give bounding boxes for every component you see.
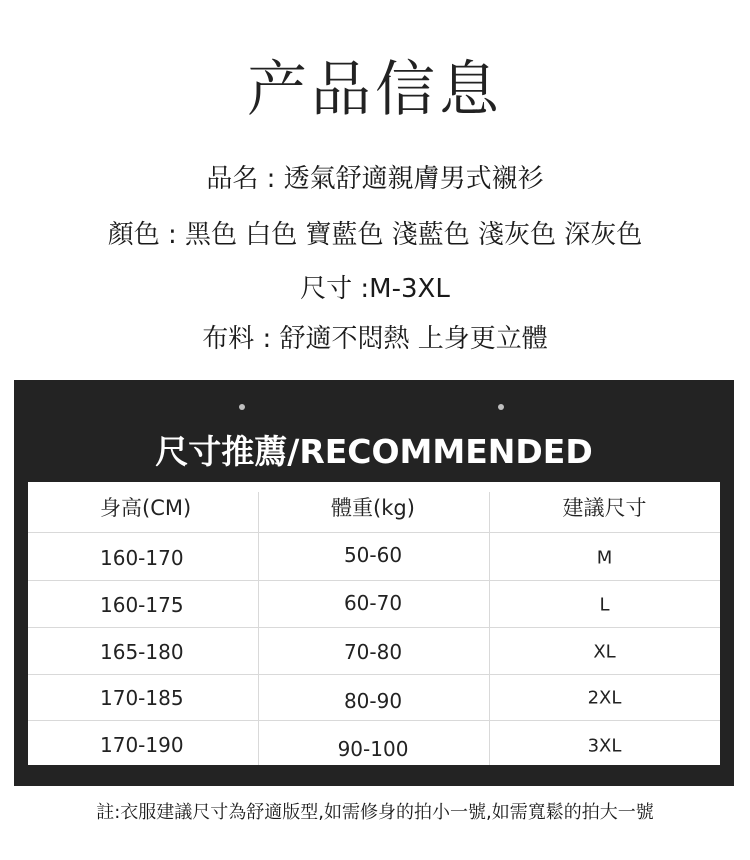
header-weight: 體重(kg) [331,496,415,520]
table-cell-size: M [596,547,613,569]
header-height: 身高(CM) [100,496,192,520]
product-size-line: 尺寸 :M-3XL [300,274,450,304]
header-size: 建議尺寸 [562,496,647,520]
row-divider [28,627,720,628]
table-cell-size: XL [593,641,616,663]
table-cell-height: 160-175 [100,593,184,617]
product-name-line: 品名 : 透氣舒適親膚男式襯衫 [206,164,544,194]
row-divider [28,580,720,581]
table-cell-height: 165-180 [100,640,184,664]
page-title: 产品信息 [247,55,503,125]
table-cell-size: 2XL [587,687,622,709]
table-cell-weight: 80-90 [343,689,403,713]
size-recommendation-panel [14,380,734,786]
table-cell-height: 170-190 [100,733,184,757]
decor-dot-left [239,404,245,410]
decor-dot-right [498,404,504,410]
product-colors-line: 顏色 : 黑色 白色 寶藍色 淺藍色 淺灰色 深灰色 [107,220,643,250]
table-cell-height: 160-170 [100,546,184,570]
table-cell-weight: 60-70 [343,591,403,615]
table-cell-size: 3XL [587,735,622,757]
recommended-title: 尺寸推薦/RECOMMENDED [155,432,593,471]
table-cell-size: L [599,594,610,616]
table-cell-weight: 90-100 [337,737,409,761]
product-fabric-line: 布料 : 舒適不悶熱 上身更立體 [202,324,548,354]
table-cell-height: 170-185 [100,686,184,710]
row-divider [28,674,720,675]
row-divider [28,532,720,533]
table-cell-weight: 50-60 [343,543,403,567]
size-note: 註:衣服建議尺寸為舒適版型,如需修身的拍小一號,如需寬鬆的拍大一號 [96,802,654,823]
size-table [28,482,720,765]
table-cell-weight: 70-80 [343,640,403,664]
row-divider [28,720,720,721]
